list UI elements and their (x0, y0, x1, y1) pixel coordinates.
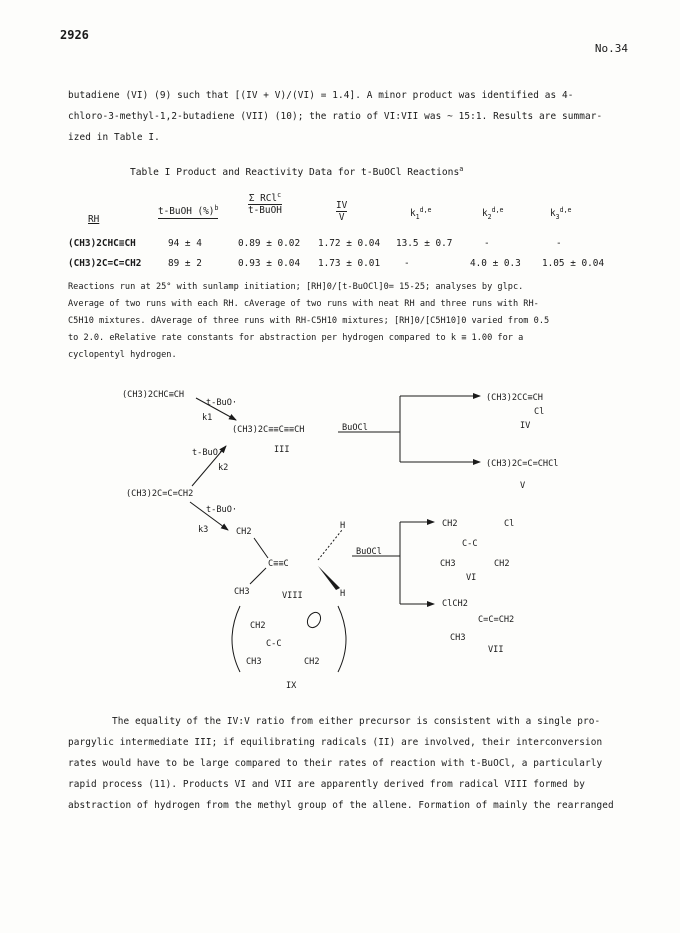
col-header-rh: RH (88, 214, 100, 225)
label-tbuo-1: t-BuO· (206, 398, 238, 408)
page-number: 2926 (60, 28, 89, 42)
table-title: Table I Product and Reactivity Data for t-BuOCl Reactions$^a$ (130, 165, 464, 179)
table-cell-k3: - (556, 238, 562, 249)
para1-line1: butadiene (VI) (9) such that [(IV + V)/(VI) = 1.4]. A minor product was identified as 4- (68, 90, 574, 101)
label-k1: k1 (202, 413, 213, 423)
col-header-k1: $k_1^{d,e}$ (410, 206, 432, 221)
label-ix: IX (286, 681, 297, 691)
radical-iii: (CH3)2C≡≡C≡≡CH (232, 425, 305, 435)
label-v: V (520, 481, 526, 491)
footnote-c: C5H10 mixtures. dAverage of three runs with RH-C5H10 mixtures; [RH]0/[C5H10]0 varied from 0.5 (68, 316, 550, 326)
footnote-a: Reactions run at 25° with sunlamp initiation; [RH]0/[t-BuOCl]0= 15-25; analyses by glpc. (68, 282, 524, 292)
vi-ch3: CH3 (440, 559, 456, 569)
label-vii: VII (488, 645, 504, 655)
footnote-e: cyclopentyl hydrogen. (68, 350, 177, 360)
para2-line5: abstraction of hydrogen from the methyl group of the allene. Formation of mainly the rearranged (68, 800, 614, 811)
table-cell-tbuoh: 89 ± 2 (168, 258, 202, 269)
ix-ch3: CH3 (246, 657, 262, 667)
product-iv: (CH3)2CC≡CH (486, 393, 543, 403)
product-iv-cl: Cl (534, 407, 545, 417)
table-cell-rcl: 0.89 ± 0.02 (238, 238, 301, 249)
table-cell-rh: (CH3)2C=C=CH2 (68, 258, 142, 269)
product-v: (CH3)2C=C=CHCl (486, 459, 559, 469)
label-iv: IV (520, 421, 531, 431)
table-cell-rh: (CH3)2CHC≡CH (68, 238, 136, 249)
para1-line3: ized in Table I. (68, 132, 160, 143)
table-cell-k2: - (484, 238, 490, 249)
label-tbuo-3: t-BuO· (206, 505, 238, 515)
table-cell-k2: 4.0 ± 0.3 (470, 258, 521, 269)
viii-ch3: CH3 (234, 587, 250, 597)
para2-line1: The equality of the IV:V ratio from either precursor is consistent with a single pro- (112, 716, 601, 727)
table-cell-k1: - (404, 258, 410, 269)
col-header-k3: $k_3^{d,e}$ (550, 206, 572, 221)
vii-ch3: CH3 (450, 633, 466, 643)
vi-ch2: CH2 (442, 519, 458, 529)
label-buocl-1: BuOCl (342, 423, 368, 433)
para2-line2: pargylic intermediate III; if equilibrating radicals (II) are involved, their interconversion (68, 737, 603, 748)
table-cell-ratio: 1.73 ± 0.01 (318, 258, 381, 269)
reactant-dimethylallene: (CH3)2C=C=CH2 (126, 489, 194, 499)
ix-ch2-b: CH2 (304, 657, 320, 667)
label-vi: VI (466, 573, 477, 583)
footnote-d: to 2.0. eRelative rate constants for abstraction per hydrogen compared to k ≡ 1.00 for a (68, 333, 524, 343)
viii-ch2: CH2 (236, 527, 252, 537)
label-buocl-2: BuOCl (356, 547, 382, 557)
viii-cc: C≡≡C (268, 559, 289, 569)
ix-ch2: CH2 (250, 621, 266, 631)
para1-line2: chloro-3-methyl-1,2-butadiene (VII) (10); the ratio of VI:VII was ~ 15:1. Results are summar- (68, 111, 603, 122)
col-header-ratio: IV V (336, 200, 348, 223)
footnote-b: Average of two runs with each RH. cAverage of two runs with neat RH and three runs with RH- (68, 299, 539, 309)
table-cell-k3: 1.05 ± 0.04 (542, 258, 605, 269)
para2-line3: rates would have to be large compared to their rates of reaction with t-BuOCl, a particularly (68, 758, 603, 769)
label-k3: k3 (198, 525, 209, 535)
col-header-tbuoh: t-BuOH (%)$^b$ (158, 204, 219, 218)
table-cell-k1: 13.5 ± 0.7 (396, 238, 453, 249)
viii-h1: H (340, 521, 346, 531)
table-cell-tbuoh: 94 ± 4 (168, 238, 202, 249)
col-header-rcl: Σ RCl$^c$ t-BuOH (248, 191, 282, 217)
para2-line4: rapid process (11). Products VI and VII are apparently derived from radical VIII formed by (68, 779, 585, 790)
label-viii: VIII (282, 591, 303, 601)
table-cell-rcl: 0.93 ± 0.04 (238, 258, 301, 269)
ix-cc: C-C (266, 639, 282, 649)
vi-cc: C-C (462, 539, 478, 549)
vi-cl: Cl (504, 519, 515, 529)
issue-number: No.34 (594, 42, 628, 55)
label-iii: III (274, 445, 290, 455)
viii-h2: H (340, 589, 346, 599)
label-tbuo-2: t-BuO· (192, 448, 224, 458)
label-k2: k2 (218, 463, 229, 473)
table-cell-ratio: 1.72 ± 0.04 (318, 238, 381, 249)
vii-cc: C=C=CH2 (478, 615, 515, 625)
vi-ch2-b: CH2 (494, 559, 510, 569)
vii-clch2: ClCH2 (442, 599, 468, 609)
col-header-k2: $k_2^{d,e}$ (482, 206, 504, 221)
reactant-isopropylacetylene: (CH3)2CHC≡CH (122, 390, 185, 400)
